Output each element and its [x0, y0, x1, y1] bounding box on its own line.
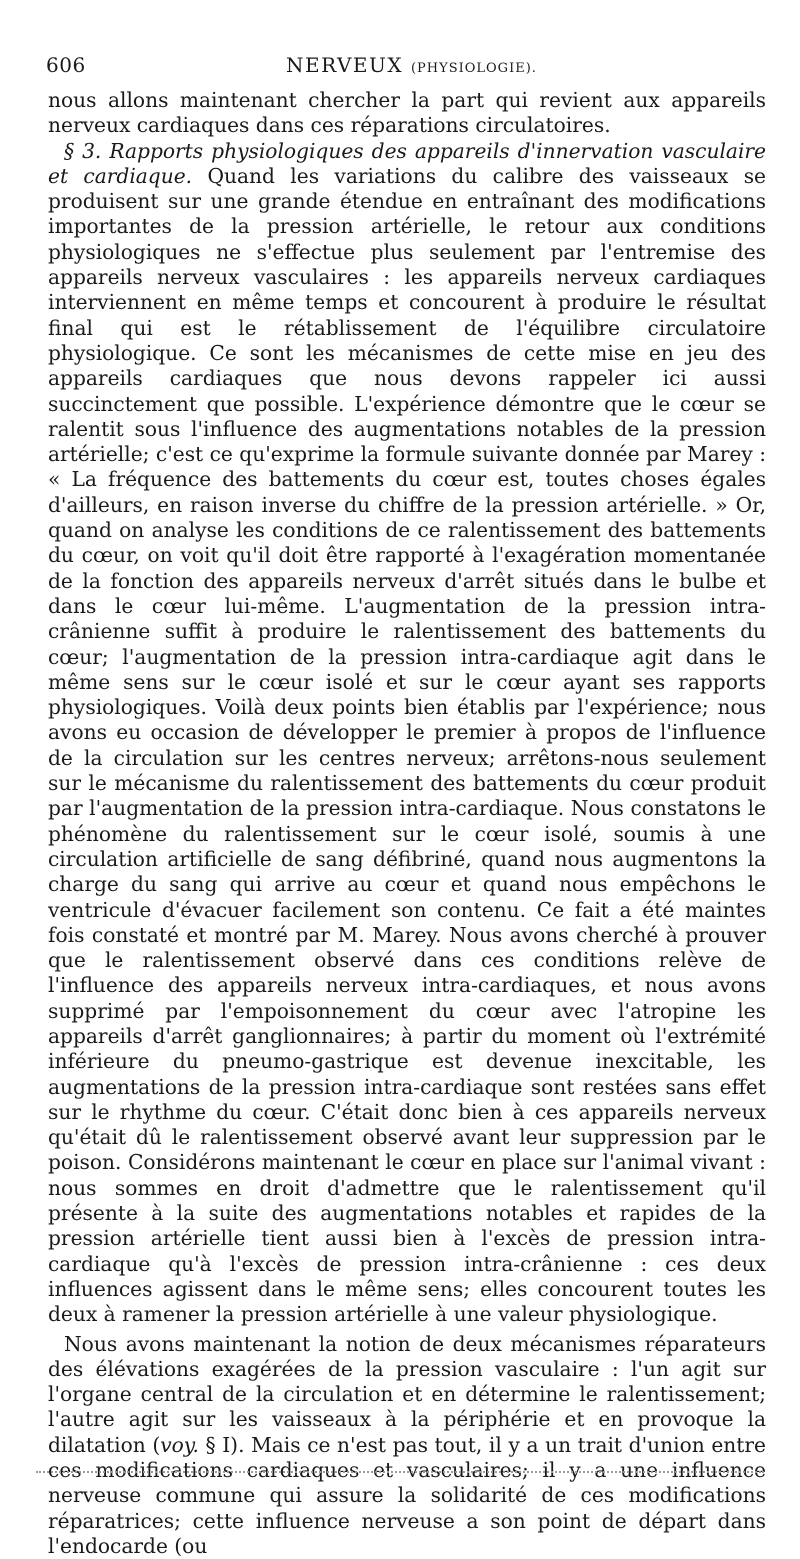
page-number: 606	[46, 53, 86, 77]
body-text	[48, 88, 766, 1559]
section-heading: § 3. Rapports physiologiques des appareils d'innervation vasculaire et cardiaque.	[48, 138, 766, 188]
running-title	[286, 52, 537, 82]
section-body: Quand les variations du calibre des vaisseaux se produisent sur une grande étendue en entraînant des modifications importantes de la pression artérielle, le retour aux conditions physiologiques ne s'effectue plus seulement par l'entremise des appareils nerveux vasculaires : les appareils nerveux cardiaques interviennent en même temps et concourent à produire le résultat final qui est le rétablissement de l'équilibre circulatoire physiologique. Ce sont les mécanismes de cette mise en jeu des appareils cardiaques que nous devons rappeler ici aussi succinctement que possible. L'expérience démontre que le cœur se ralentit sous l'influence des augmentations notables de la pression artérielle; c'est ce qu'exprime la formule suivante donnée par Marey : « La fréquence des battements du cœur est, toutes choses égales d'ailleurs, en raison inverse du chiffre de la pression artérielle. » Or, quand on analyse les conditions de ce ralentissement des battements du cœur, on voit qu'il doit être rapporté à l'exagération momentanée de la fonction des appareils nerveux d'arrêt situés dans le bulbe et dans le cœur lui-même. L'augmentation de la pression intra-crânienne suffit à produire le ralentissement des battements du cœur; l'augmentation de la pression intra-cardiaque agit dans le même sens sur le cœur isolé et sur le cœur ayant ses rapports physiologiques. Voilà deux points bien établis par l'expérience; nous avons eu occasion de développer le premier à propos de l'influence de la circulation sur les centres nerveux; arrêtons-nous seulement sur le mécanisme du ralentissement des battements du cœur produit par l'augmentation de la pression intra-cardiaque. Nous constatons le phénomène du ralentissement sur le cœur isolé, soumis à une circulation artificielle de sang défibriné, quand nous augmentons la charge du sang qui arrive au cœur et quand nous empêchons le ventricule d'évacuer facilement son contenu. Ce fait a été maintes fois constaté et montré par M. Marey. Nous avons cherché à prouver que le ralentissement observé dans ces conditions relève de l'influence des appareils nerveux intra-cardiaques, et nous avons supprimé par l'empoisonnement du cœur avec l'atropine les appareils d'arrêt ganglionnaires; à partir du moment où l'extrémité inférieure du pneumo-gastrique est devenue inexcitable, les augmentations de la pression intra-cardiaque sont restées sans effet sur le rhythme du cœur. C'était donc bien à ces appareils nerveux qu'était dû le ralentissement observé avant leur suppression par le poison. Considérons maintenant le cœur en place sur l'animal vivant : nous sommes en droit d'admettre que le ralentissement qu'il présente à la suite des augmentations notables et rapides de la pression artérielle tient aussi bien à l'excès de pression intra-cardiaque qu'à l'excès de pression intra-crânienne : ces deux influences agissent dans le même sens; elles concourent toutes les deux à ramener la pression artérielle à une valeur physiologique.	[48, 163, 767, 1327]
page-header	[46, 52, 760, 78]
paragraph-text-part: § I). Mais ce n'est pas tout, il y a un trait d'union entre ces modifications cardiaques et vasculaires; il y a une influence nerveuse commune qui assure la solidarité de ces modifications réparatrices; cette influence nerveuse a son point de départ dans l'endocarde (ou	[48, 1432, 766, 1558]
running-title-sub: (PHYSIOLOGIE).	[410, 61, 537, 76]
footer-rule	[36, 1471, 764, 1473]
paragraph-continuation: nous allons maintenant chercher la part qui revient aux appareils nerveux cardiaques dans ces réparations circulatoires.	[48, 88, 766, 138]
running-title-main: NERVEUX	[286, 53, 404, 77]
paragraph-text-part: Nous avons maintenant la notion de deux mécanismes réparateurs des élévations exagérées de la pression vasculaire : l'un agit sur l'organe central de la circulation et en détermine le ralentissement; l'autre agit sur les vaisseaux à la périphérie et en provoque la dilatation (	[48, 1331, 766, 1457]
paragraph-section-3	[48, 139, 766, 1328]
reference-voy: voy.	[160, 1432, 199, 1457]
paragraph-mechanisms	[48, 1332, 766, 1559]
